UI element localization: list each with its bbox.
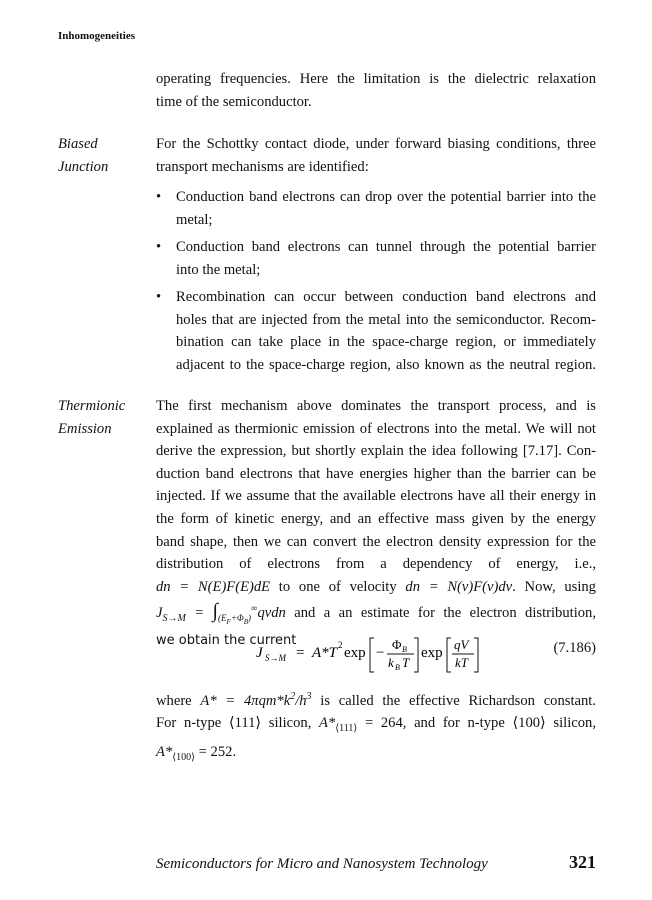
- bullet-dot: •: [156, 289, 162, 305]
- text-line-math: [156, 598, 596, 632]
- bullet-item: [156, 236, 596, 281]
- text-line-math: [156, 686, 596, 712]
- eq-rhs-prefix: A*T: [312, 645, 338, 661]
- math-symbol: qvdn: [257, 605, 286, 622]
- eq-frac2-den: kT: [455, 655, 468, 670]
- text-fragment: where: [156, 692, 201, 709]
- text-line: the form of kinetic energy, and an effective mass given by the energy: [156, 510, 596, 527]
- eq-bracket-right-2: [474, 638, 478, 672]
- text-line: adjacent to the space-charge region, also known as the neutral region.: [176, 356, 596, 373]
- text-line: The first mechanism above dominates the transport process, and is: [156, 398, 596, 414]
- integral-sign: ∫: [212, 600, 219, 623]
- text-line: transport mechanisms are identified:: [156, 158, 369, 175]
- bullet-item: [156, 186, 596, 231]
- text-line-math: [156, 741, 596, 770]
- thermionic-paragraph: [156, 395, 596, 650]
- text-line: into the metal;: [176, 261, 261, 278]
- side-label-biased: [58, 133, 148, 178]
- eq-frac1-num-sub: B: [402, 645, 407, 654]
- after-equation-paragraph: [156, 686, 596, 769]
- text-line: metal;: [176, 211, 213, 228]
- bullet-dot: •: [156, 189, 162, 205]
- eq-frac1-num: Φ: [392, 637, 402, 652]
- display-equation: [256, 630, 516, 679]
- text-line: For the Schottky contact diode, under forward biasing conditions, three: [156, 136, 596, 152]
- eq-lhs: J: [256, 645, 263, 661]
- eq-exp-2: exp: [421, 645, 443, 661]
- inline-equation: $A* = 4\pi qm*k^2/h^3$: [200, 691, 312, 709]
- text-fragment: to one of velocity: [270, 578, 406, 595]
- text-line: Conduction band electrons can tunnel through the potential barrier: [176, 239, 596, 255]
- text-fragment: , and for n-type: [402, 715, 513, 732]
- text-line: time of the semiconductor.: [156, 93, 312, 110]
- eq-minus: −: [376, 645, 385, 661]
- equation-svg: [256, 630, 516, 674]
- side-label-line: Emission: [58, 420, 112, 437]
- inline-equation: dn = N(E)F(E)dE: [156, 578, 271, 595]
- inline-equation: $A*_{⟨111⟩}$: [319, 715, 358, 735]
- eq-bracket-left-1: [370, 638, 374, 672]
- eq-lhs-sub: S→M: [265, 653, 286, 663]
- eq-frac1-den: k: [388, 655, 394, 670]
- text-fragment: .: [232, 743, 237, 760]
- page-number: 321: [569, 852, 596, 872]
- text-line: operating frequencies. Here the limitation is the dielectric relaxation: [156, 71, 596, 87]
- integral-lower-limit: (EF+ΦB): [218, 613, 252, 626]
- eq-frac1-den-tail: T: [402, 655, 410, 670]
- miller-index: ⟨100⟩: [512, 715, 546, 732]
- biased-paragraph: [156, 133, 596, 178]
- text-line: Recombination can occur between conduction band electrons and: [176, 289, 596, 305]
- text-line: band shape, then we can convert the electron density expression for the: [156, 533, 596, 550]
- text-line: injected. If we assume that the available electrons have all their energy in: [156, 488, 596, 505]
- math-symbol: =: [185, 605, 213, 622]
- text-fragment: silicon,: [545, 715, 596, 732]
- eq-equals: =: [296, 645, 305, 661]
- inline-equation: dn = N(v)F(v)dv: [405, 578, 513, 595]
- eq-frac1-den-sub: B: [395, 663, 400, 672]
- text-fragment: silicon,: [261, 715, 320, 732]
- text-line: explained as thermionic emission of electrons into the metal. We will not: [156, 420, 596, 437]
- text-line-math: [156, 576, 596, 599]
- side-label-line: Biased: [58, 136, 98, 152]
- integral-upper-limit: ∞: [251, 603, 258, 614]
- side-label-thermionic: [58, 395, 148, 440]
- eq-frac2-num: qV: [454, 637, 469, 652]
- text-fragment: is called the effective Richardson constant.: [311, 692, 596, 709]
- side-label-line: Thermionic: [58, 398, 126, 414]
- text-line: bination can take place in the space-charge region, or immediately: [176, 334, 596, 351]
- eq-bracket-right-1: [414, 638, 418, 672]
- text-line: duction band electrons that have energies higher than the barrier can be: [156, 465, 596, 482]
- math-symbol: A* = 4πqm*k: [200, 692, 291, 709]
- intro-paragraph: [156, 68, 596, 113]
- text-line: derive the expression, but shortly explain the idea following [7.17]. Con-: [156, 443, 596, 460]
- eq-rhs-exp: 2: [338, 640, 343, 650]
- running-head: Inhomogeneities: [58, 30, 135, 42]
- eq-bracket-left-2: [447, 638, 451, 672]
- text-line: distribution of electrons from a dependency of energy, i.e.,: [156, 556, 596, 573]
- side-label-line: Junction: [58, 158, 109, 175]
- text-fragment: and a an estimate for the electron distribution,: [285, 605, 596, 622]
- text-line-math: [156, 712, 596, 741]
- equation-number: (7.186): [553, 640, 596, 656]
- text-fragment: For n-type: [156, 715, 229, 732]
- text-line: we obtain the current: [156, 632, 297, 648]
- text-fragment: . Now, using: [512, 578, 596, 595]
- display-equation-row: [156, 630, 596, 674]
- miller-index: ⟨111⟩: [228, 715, 262, 732]
- text-fragment: = 264: [357, 715, 403, 732]
- text-fragment: = 252: [195, 743, 233, 760]
- bullet-item: [156, 286, 596, 376]
- math-symbol: J: [156, 605, 163, 622]
- footer-book-title: Semiconductors for Micro and Nanosystem Technology: [156, 856, 488, 872]
- inline-equation: [156, 600, 286, 626]
- math-subscript: S→M: [162, 613, 186, 625]
- text-line: holes that are injected from the metal into the semiconductor. Recom-: [176, 311, 596, 328]
- inline-equation: $A*_{⟨100⟩}$: [156, 743, 196, 763]
- eq-exp-1: exp: [344, 645, 366, 661]
- text-line: Conduction band electrons can drop over the potential barrier into the: [176, 189, 596, 205]
- bullet-dot: •: [156, 239, 162, 255]
